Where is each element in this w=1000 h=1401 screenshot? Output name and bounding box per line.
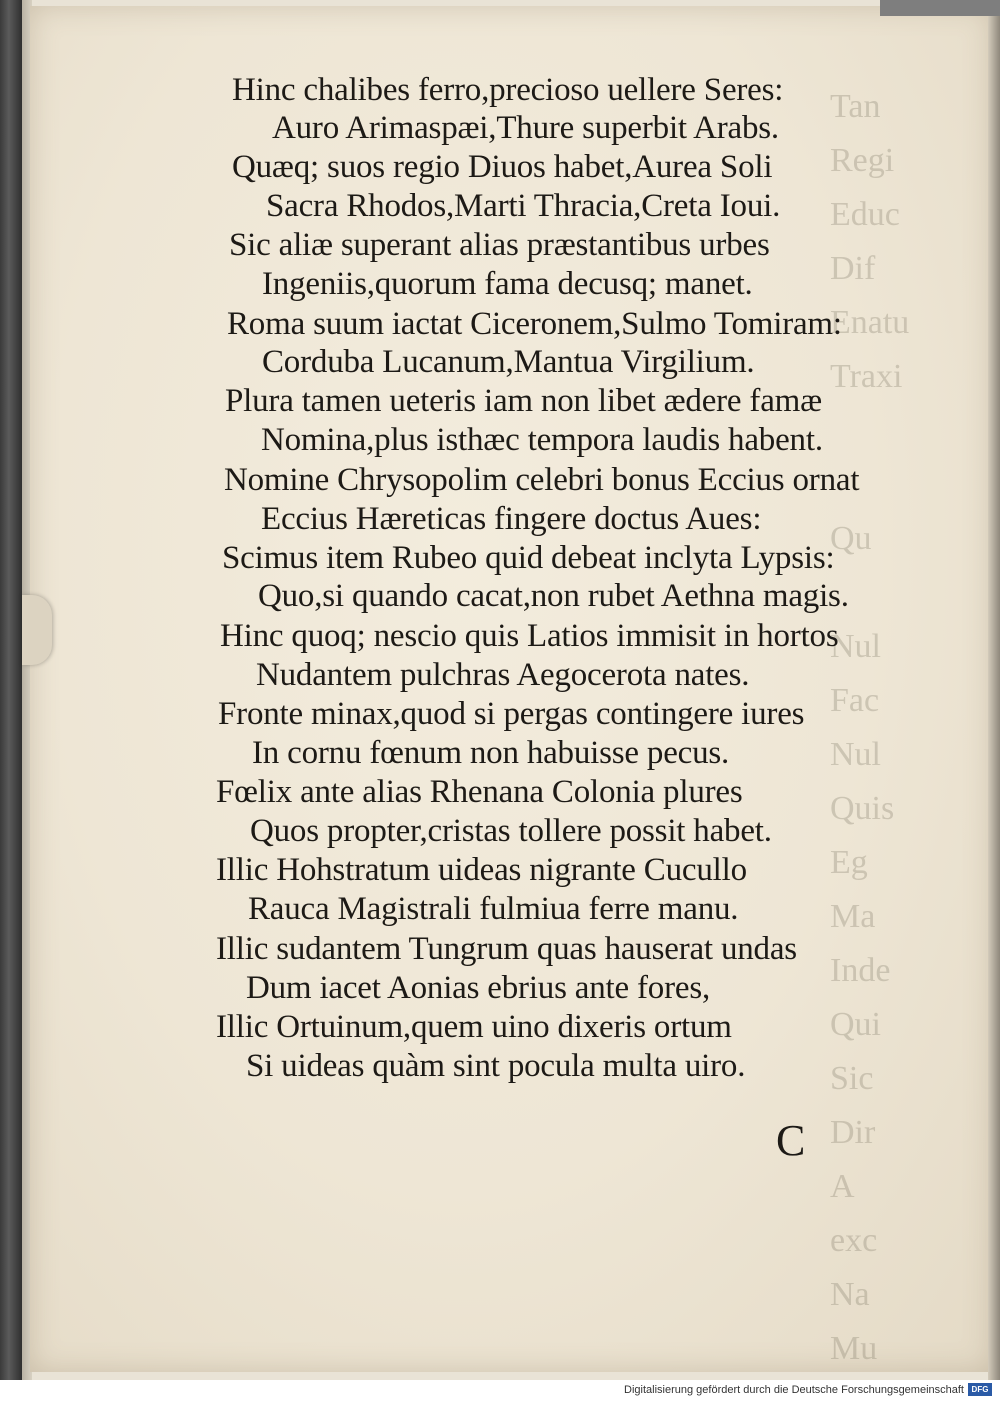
verse-line: Nomina,plus isthæc tempora laudis habent. bbox=[261, 422, 823, 458]
verse-line: Nudantem pulchras Aegocerota nates. bbox=[256, 657, 750, 693]
verse-line: Hinc chalibes ferro,precioso uellere Seres: bbox=[232, 72, 784, 108]
verse-line: Roma suum iactat Ciceronem,Sulmo Tomiram: bbox=[227, 306, 842, 342]
verse-line: Fronte minax,quod si pergas contingere iures bbox=[218, 696, 805, 732]
verse-line: Ingeniis,quorum fama decusq; manet. bbox=[262, 266, 753, 302]
dfg-logo-icon: DFG bbox=[968, 1383, 992, 1396]
verse-line: Auro Arimaspæi,Thure superbit Arabs. bbox=[272, 110, 779, 146]
verse-line: Corduba Lucanum,Mantua Virgilium. bbox=[262, 344, 755, 380]
page-edge-right bbox=[988, 0, 1000, 1380]
verse-line: In cornu fœnum non habuisse pecus. bbox=[252, 735, 730, 771]
verse-line: Dum iacet Aonias ebrius ante fores, bbox=[246, 970, 711, 1006]
scan-corner-strip bbox=[880, 0, 1000, 16]
signature-mark: C bbox=[776, 1116, 806, 1165]
verse-line: Illic sudantem Tungrum quas hauserat undas bbox=[216, 931, 797, 967]
verse-line: Nomine Chrysopolim celebri bonus Eccius ornat bbox=[224, 462, 860, 498]
bleed-through-text: Tan Regi Educ Dif Enatu Traxi Qu Nul Fac Nul Quis Eg Ma Inde Qui Sic Dir A exc Na Mu bbox=[830, 88, 910, 1367]
verse-line: Sacra Rhodos,Marti Thracia,Creta Ioui. bbox=[266, 188, 781, 224]
verse-line: Rauca Magistrali fulmiua ferre manu. bbox=[248, 891, 739, 927]
bookmark-tab bbox=[22, 595, 52, 665]
verse-line: Quo,si quando cacat,non rubet Aethna magis. bbox=[258, 578, 849, 614]
verse-line: Illic Ortuinum,quem uino dixeris ortum bbox=[216, 1009, 732, 1045]
book-binding bbox=[0, 0, 22, 1380]
verse-line: Fœlix ante alias Rhenana Colonia plures bbox=[216, 774, 743, 810]
verse-line: Scimus item Rubeo quid debeat inclyta Lypsis: bbox=[222, 540, 835, 576]
footer-bar bbox=[0, 1380, 1000, 1401]
verse-line: Quæq; suos regio Diuos habet,Aurea Soli bbox=[232, 149, 773, 185]
footer-credit: Digitalisierung gefördert durch die Deutsche Forschungsgemeinschaft bbox=[624, 1384, 964, 1396]
verse-line: Eccius Hæreticas fingere doctus Aues: bbox=[261, 501, 762, 537]
verse-line: Si uideas quàm sint pocula multa uiro. bbox=[246, 1048, 746, 1084]
verse-line: Plura tamen ueteris iam non libet ædere famæ bbox=[225, 383, 822, 419]
verse-line: Quos propter,cristas tollere possit habet. bbox=[250, 813, 772, 849]
verse-line: Hinc quoq; nescio quis Latios immisit in hortos bbox=[220, 618, 839, 654]
verse-line: Sic aliæ superant alias præstantibus urbes bbox=[229, 227, 770, 263]
verse-line: Illic Hohstratum uideas nigrante Cucullo bbox=[216, 852, 747, 888]
